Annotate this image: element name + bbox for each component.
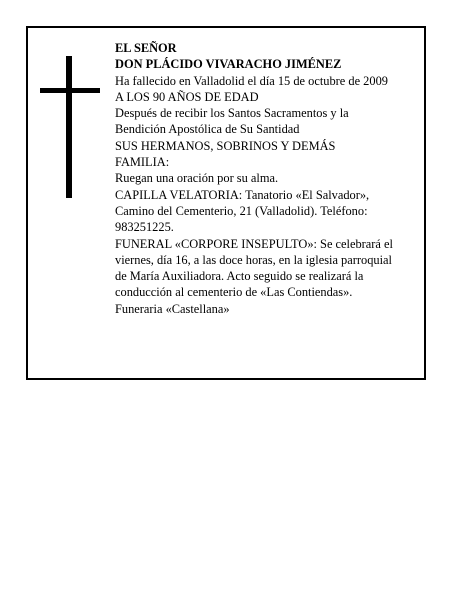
body-line-6: FAMILIA: (115, 155, 170, 170)
notice-text (115, 40, 427, 317)
body-line-10: 983251225. (115, 220, 174, 235)
cross-vertical-bar (66, 56, 72, 198)
body-line-2: A LOS 90 AÑOS DE EDAD (115, 89, 259, 104)
body-line-4: Bendición Apostólica de Su Santidad (115, 122, 300, 137)
body-line-3: Después de recibir los Santos Sacramentos y la (115, 106, 349, 121)
deceased-name: DON PLÁCIDO VIVARACHO JIMÉNEZ (115, 57, 342, 72)
body-line-8: CAPILLA VELATORIA: Tanatorio «El Salvador», (115, 187, 370, 202)
body-line-14: conducción al cementerio de «Las Contiendas». (115, 285, 353, 300)
heading-line-1: EL SEÑOR (115, 41, 177, 55)
body-line-5: SUS HERMANOS, SOBRINOS Y DEMÁS (115, 138, 336, 153)
cross-icon (40, 56, 100, 198)
body-line-15: Funeraria «Castellana» (115, 301, 230, 316)
body-line-12: viernes, día 16, a las doce horas, en la iglesia parroquial (115, 252, 392, 267)
body-line-7: Ruegan una oración por su alma. (115, 171, 279, 186)
body-line-11: FUNERAL «CORPORE INSEPULTO»: Se celebrará el (115, 236, 393, 251)
cross-horizontal-bar (40, 88, 100, 93)
body-line-1: Ha fallecido en Valladolid el día 15 de octubre de 2009 (115, 73, 388, 88)
obituary-notice (26, 26, 426, 380)
body-line-9: Camino del Cementerio, 21 (Valladolid). Teléfono: (115, 203, 368, 218)
body-line-13: de María Auxiliadora. Acto seguido se realizará la (115, 269, 364, 284)
